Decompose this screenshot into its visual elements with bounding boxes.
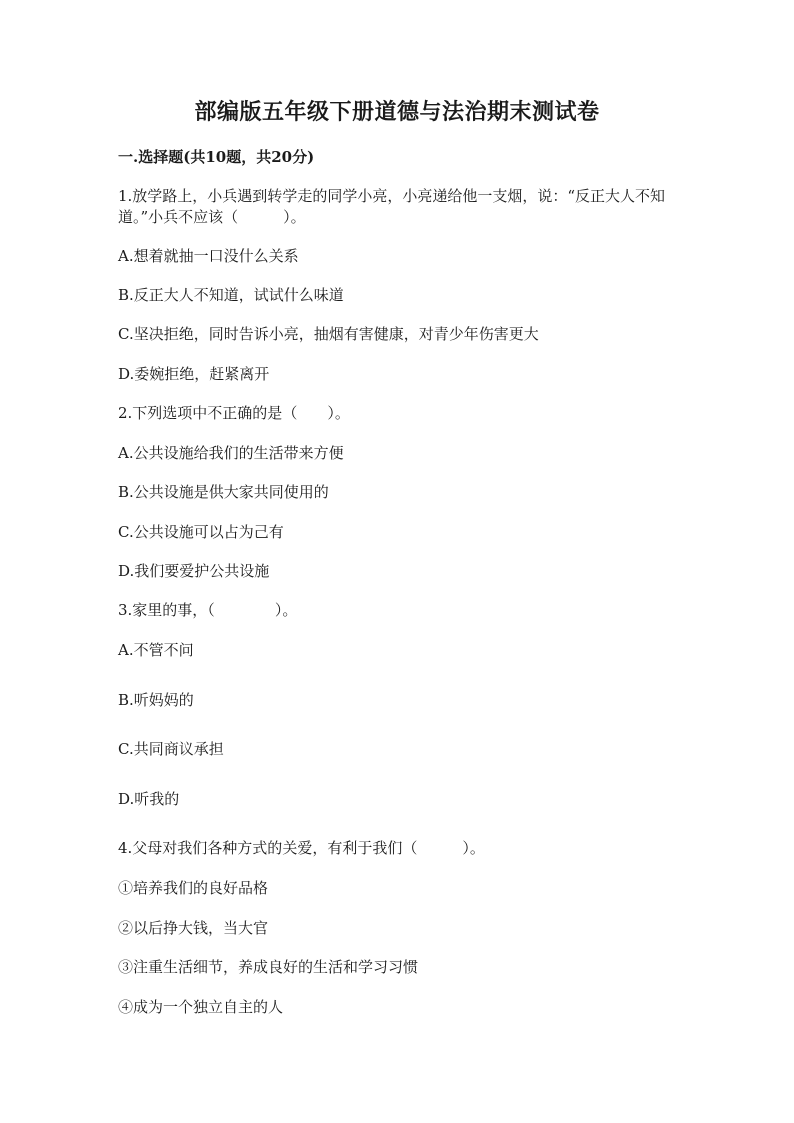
- option: C.公共设施可以占为己有: [118, 523, 284, 541]
- option: C.共同商议承担: [118, 740, 224, 758]
- option: B.听妈妈的: [118, 691, 194, 709]
- option: A.想着就抽一口没什么关系: [118, 247, 299, 265]
- option: B.公共设施是供大家共同使用的: [118, 483, 329, 501]
- option: D.委婉拒绝，赶紧离开: [118, 365, 270, 383]
- option: C.坚决拒绝，同时告诉小亮，抽烟有害健康，对青少年伤害更大: [118, 325, 539, 343]
- option: ④成为一个独立自主的人: [118, 998, 284, 1016]
- option: ②以后挣大钱，当大官: [118, 919, 269, 937]
- section-heading: 一.选择题(共10题，共20分): [118, 148, 315, 166]
- question-stem: 3.家里的事，（ ）。: [118, 601, 298, 619]
- option: B.反正大人不知道，试试什么味道: [118, 286, 344, 304]
- option: D.我们要爱护公共设施: [118, 562, 270, 580]
- option: ③注重生活细节，养成良好的生活和学习习惯: [118, 958, 419, 976]
- option: ①培养我们的良好品格: [118, 879, 269, 897]
- option: D.听我的: [118, 790, 180, 808]
- option: A.不管不问: [118, 641, 194, 659]
- page-title: 部编版五年级下册道德与法治期末测试卷: [194, 99, 600, 125]
- question-stem: 2.下列选项中不正确的是（ ）。: [118, 404, 350, 422]
- question-stem: 4.父母对我们各种方式的关爱，有利于我们（ ）。: [118, 839, 485, 857]
- option: A.公共设施给我们的生活带来方便: [118, 444, 344, 462]
- question-stem: 1.放学路上，小兵遇到转学走的同学小亮，小亮递给他一支烟，说：“反正大人不知道。”小兵不应该（ ）。: [118, 187, 665, 226]
